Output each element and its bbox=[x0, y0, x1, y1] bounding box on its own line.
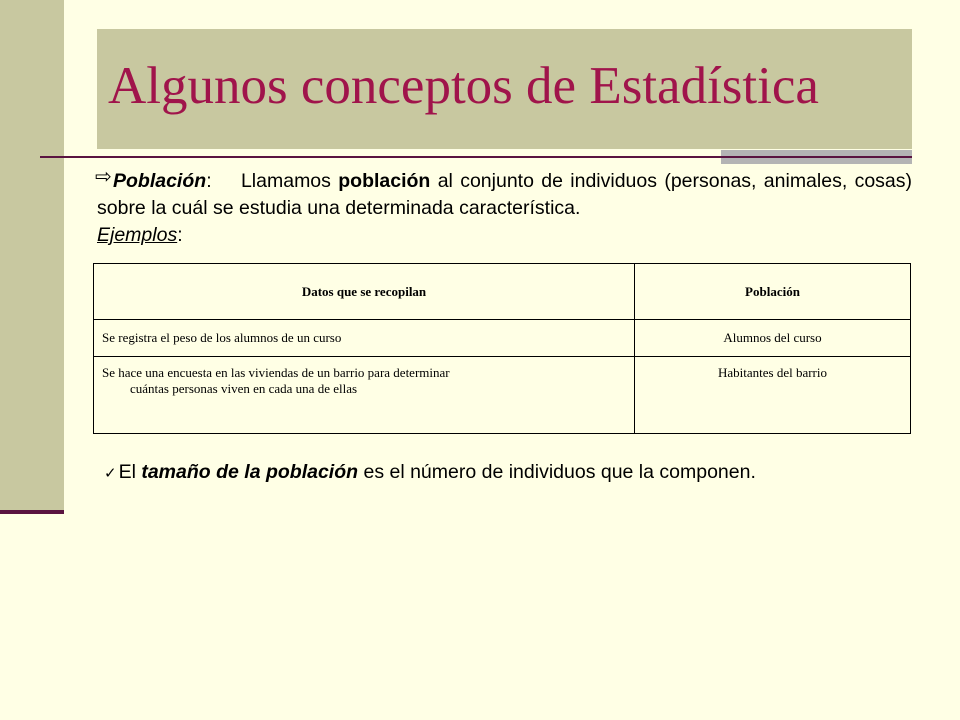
header-data-collected: Datos que se recopilan bbox=[94, 264, 635, 320]
table-row bbox=[94, 320, 911, 357]
definition-term: Población bbox=[113, 170, 207, 192]
header-population: Población bbox=[635, 264, 911, 320]
footer-emphasis: tamaño de la población bbox=[141, 461, 359, 483]
left-decor-bar bbox=[0, 0, 64, 512]
slide-title: Algunos conceptos de Estadística bbox=[108, 57, 819, 115]
row-data-cell: Se registra el peso de los alumnos de un curso bbox=[94, 320, 635, 357]
row-population-cell: Alumnos del curso bbox=[635, 320, 911, 357]
arrow-bullet-icon: ⇨ bbox=[95, 166, 112, 188]
check-bullet-icon: ✓ bbox=[104, 465, 117, 482]
row-data-cell: Se hace una encuesta en las viviendas de un barrio para determinar cuántas personas viven en cada una de ellas bbox=[94, 357, 635, 434]
table-row bbox=[94, 357, 911, 434]
row-population-cell: Habitantes del barrio bbox=[635, 357, 911, 434]
examples-label: Ejemplos bbox=[97, 224, 178, 246]
definition-paragraph: ⇨ Población: Llamamos población al conjunto de individuos (personas, animales, cosas) sobre la cuál se estudia una determinada característica. Ejemplos: bbox=[95, 166, 913, 246]
table-header-row bbox=[94, 264, 911, 320]
left-decor-line bbox=[0, 510, 64, 514]
footer-statement: ✓ El tamaño de la población es el número de individuos que la componen. bbox=[104, 461, 756, 483]
title-divider bbox=[40, 156, 912, 158]
examples-table bbox=[93, 263, 911, 434]
definition-keyword: población bbox=[338, 170, 431, 192]
